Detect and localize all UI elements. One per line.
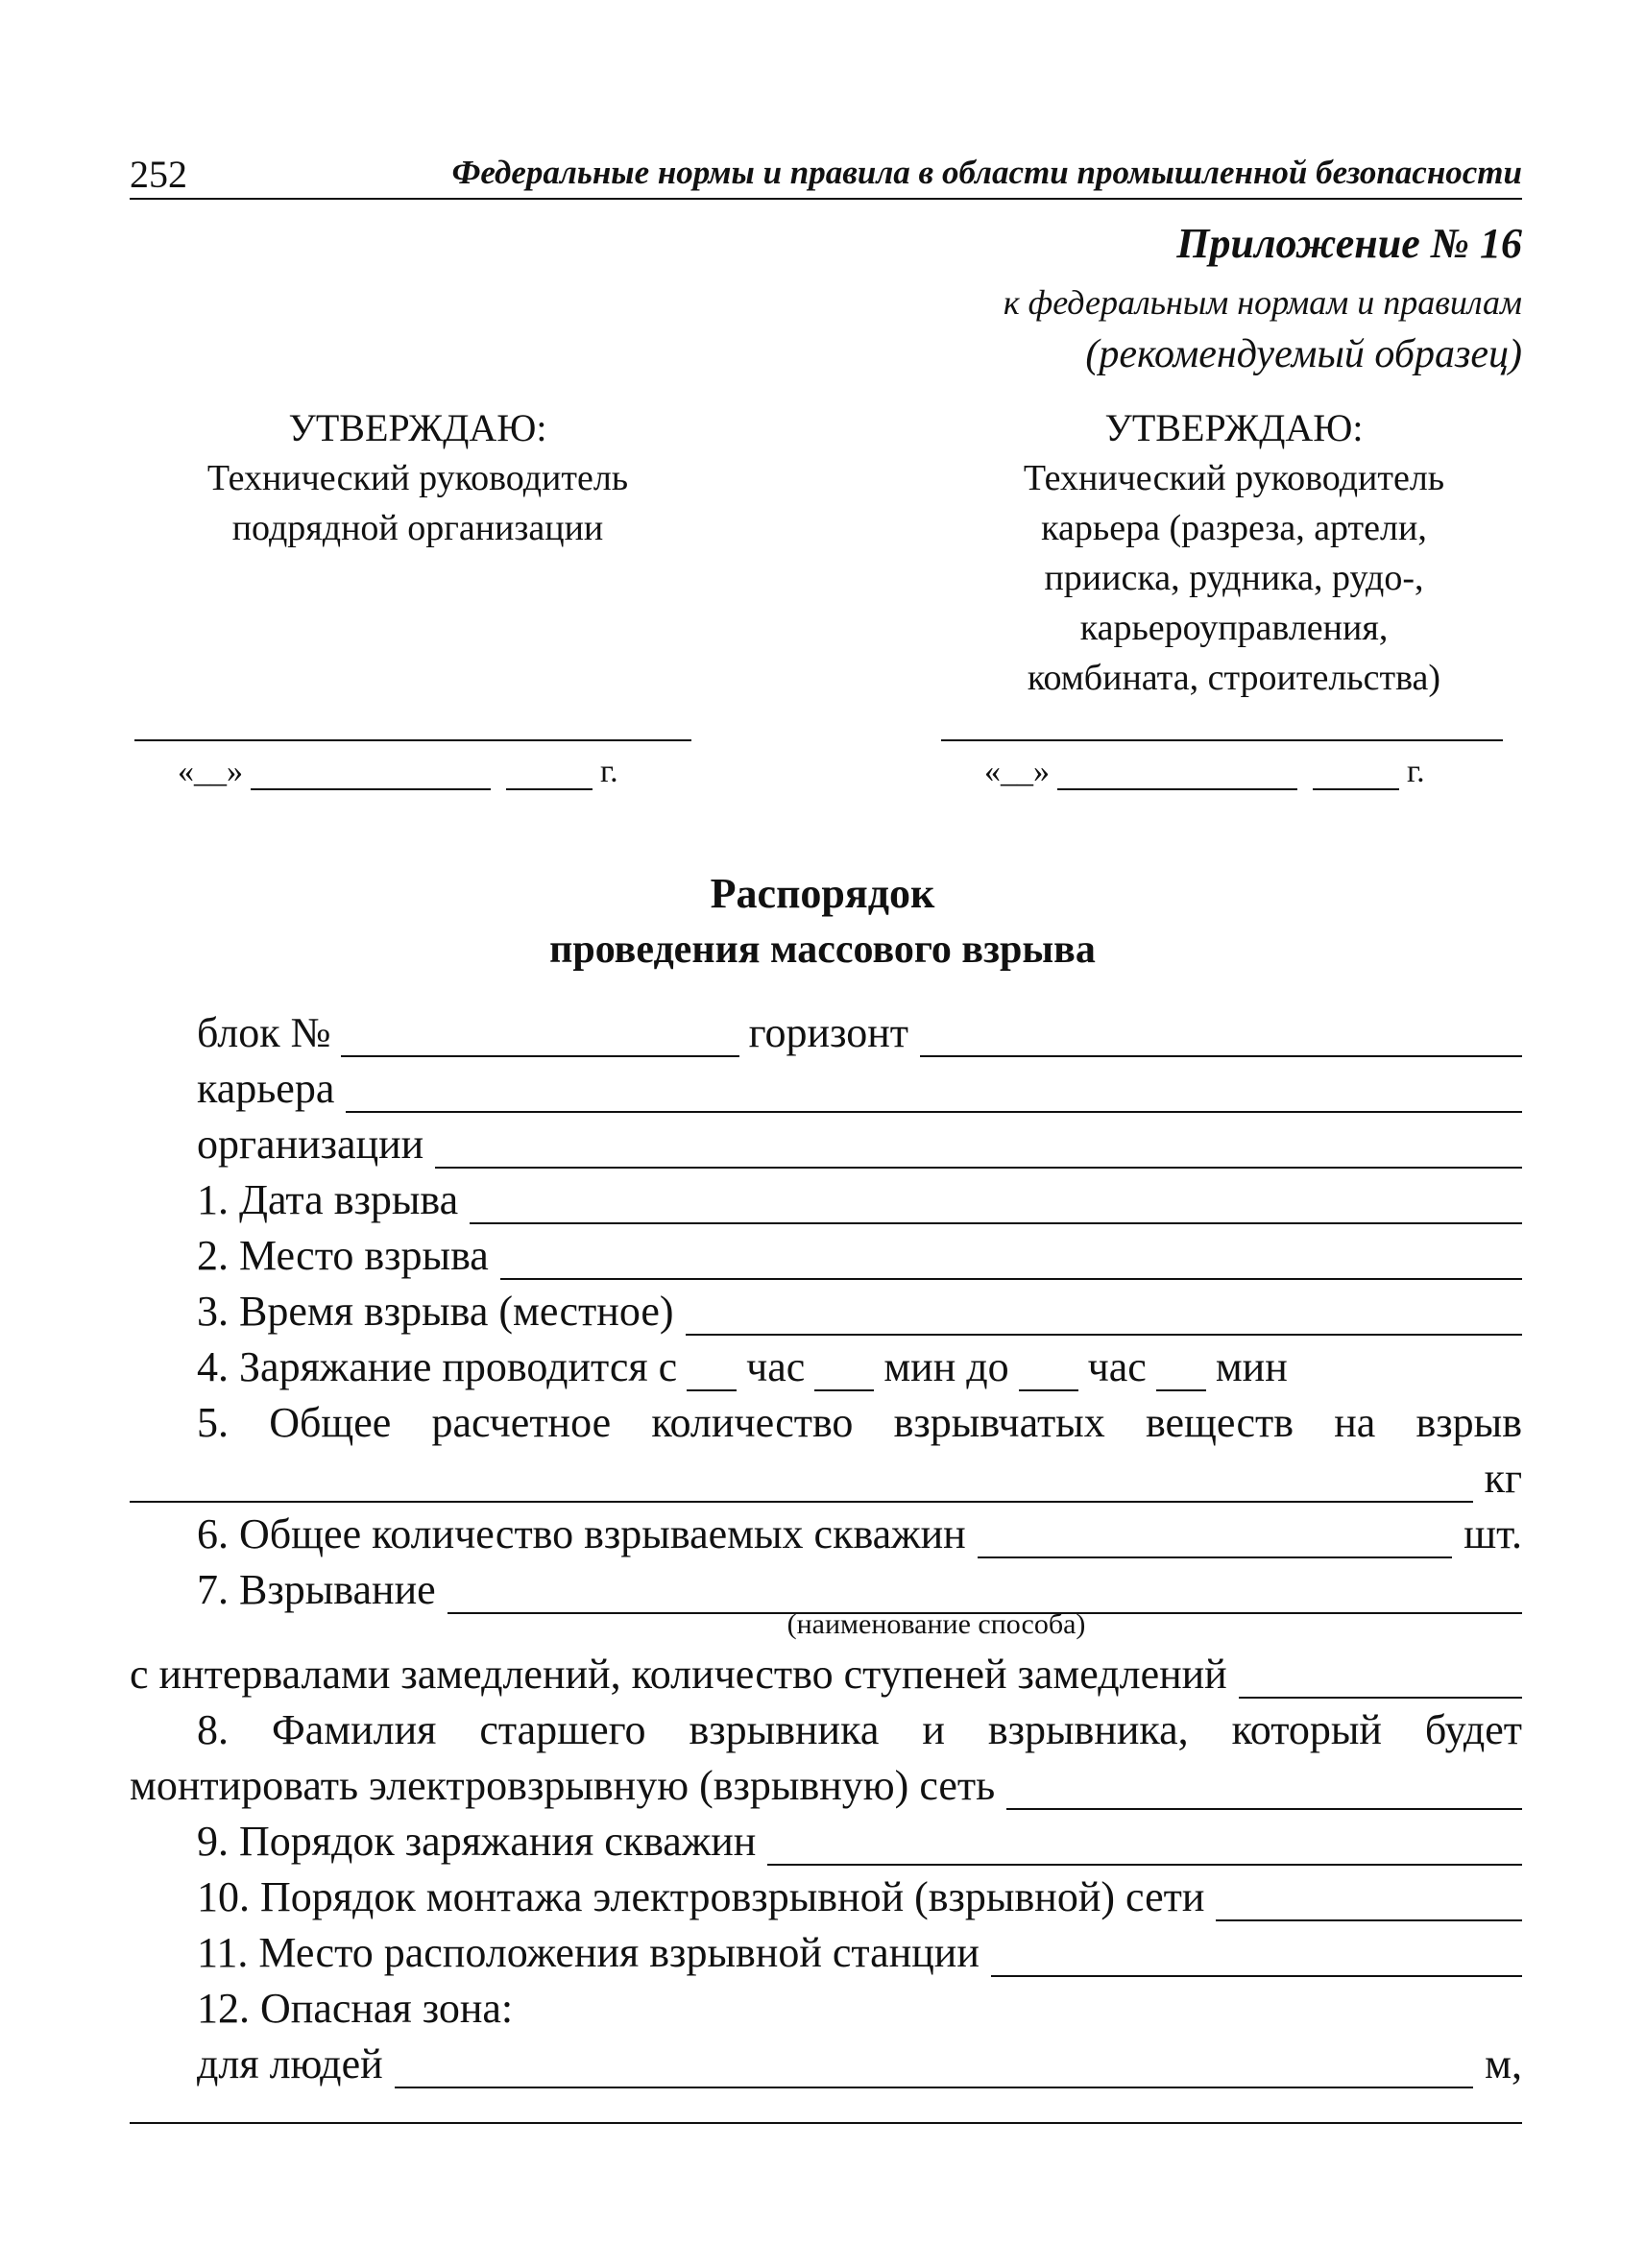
page-number: 252 [130, 153, 187, 196]
item7-cont-label: с интервалами замедлений, количество ступеней замедлений [130, 1651, 1227, 1698]
approval-left [149, 403, 687, 553]
people-unit: м, [1485, 2040, 1522, 2087]
document-subtitle: проведения массового взрыва [549, 928, 1096, 972]
item2-label: 2. Место взрыва [197, 1232, 489, 1279]
row-item7-cont [130, 1645, 1522, 1699]
row-item8-cont [130, 1756, 1522, 1810]
item1-label: 1. Дата взрыва [197, 1176, 459, 1223]
row-item3 [197, 1282, 1522, 1336]
item4-hour2-input[interactable] [1019, 1351, 1078, 1391]
item4-min1-input[interactable] [814, 1351, 874, 1391]
item9-label: 9. Порядок заряжания скважин [197, 1818, 757, 1865]
signature-line-left[interactable] [134, 739, 691, 741]
item4-hour2-label: час [1087, 1343, 1147, 1390]
organization-label: организации [197, 1121, 424, 1168]
date-line-left [178, 754, 618, 790]
appendix-subtitle: к федеральным нормам и правилам [1003, 283, 1522, 322]
date-year-blank[interactable] [506, 760, 593, 790]
item5-label: 5. Общее расчетное количество взрывчатых веществ на взрыв [197, 1399, 1522, 1446]
date-line-right [984, 754, 1425, 790]
row-item10 [197, 1868, 1522, 1921]
people-input[interactable] [395, 2048, 1474, 2088]
item11-label: 11. Место расположения взрывной станции [197, 1929, 980, 1976]
approval-line: комбината, строительства) [1027, 658, 1441, 698]
item4-hour1-input[interactable] [687, 1351, 737, 1391]
horizon-input[interactable] [920, 1017, 1522, 1057]
year-suffix: г. [600, 754, 618, 789]
row-item11 [197, 1923, 1522, 1977]
approval-line: карьероуправления, [1079, 608, 1389, 648]
row-item1 [197, 1170, 1522, 1224]
approval-line: Технический руководитель [206, 458, 629, 498]
item10-input[interactable] [1216, 1881, 1522, 1921]
date-day[interactable]: «__» [984, 754, 1050, 789]
approval-line: карьера (разреза, артели, [1041, 508, 1427, 548]
row-item9 [197, 1812, 1522, 1866]
item8-input[interactable] [1006, 1770, 1522, 1810]
delay-steps-input[interactable] [1239, 1658, 1522, 1699]
item4-label: 4. Заряжание проводится с [197, 1343, 678, 1390]
approval-line: прииска, рудника, рудо-, [1044, 558, 1424, 598]
date-month-blank[interactable] [251, 760, 491, 790]
row-quarry [197, 1059, 1522, 1113]
item12-label: 12. Опасная зона: [197, 1985, 514, 2032]
approval-heading: УТВЕРЖДАЮ: [288, 406, 547, 449]
running-title: Федеральные нормы и правила в области промышленной безопасности [451, 154, 1522, 191]
row-block [197, 1003, 1522, 1057]
row-item5-cont [130, 1449, 1522, 1503]
row-item7 [197, 1560, 1522, 1614]
block-input[interactable] [341, 1017, 739, 1057]
row-item4 [197, 1338, 1522, 1391]
item7-label: 7. Взрывание [197, 1566, 436, 1613]
item2-input[interactable] [500, 1240, 1522, 1280]
item4-min2-input[interactable] [1156, 1351, 1206, 1391]
item6-input[interactable] [978, 1518, 1453, 1558]
item9-input[interactable] [767, 1825, 1522, 1866]
row-item6 [197, 1505, 1522, 1558]
people-label: для людей [197, 2040, 383, 2087]
item4-min2-label: мин [1215, 1343, 1288, 1390]
item8-label: 8. Фамилия старшего взрывника и взрывника, который будет [197, 1706, 1522, 1753]
running-header [130, 144, 1522, 200]
item8-cont-label: монтировать электровзрывную (взрывную) сеть [130, 1762, 996, 1809]
row-item2 [197, 1226, 1522, 1280]
item10-label: 10. Порядок монтажа электровзрывной (взрывной) сети [197, 1873, 1205, 1920]
item4-hour1-label: час [746, 1343, 806, 1390]
item6-unit: шт. [1464, 1510, 1522, 1557]
item3-label: 3. Время взрыва (местное) [197, 1288, 674, 1335]
quarry-input[interactable] [346, 1073, 1522, 1113]
item3-input[interactable] [686, 1295, 1522, 1336]
date-year-blank[interactable] [1313, 760, 1399, 790]
row-organization [197, 1115, 1522, 1169]
date-day[interactable]: «__» [178, 754, 243, 789]
quarry-label: карьера [197, 1065, 335, 1112]
signature-line-right[interactable] [941, 739, 1503, 741]
approval-heading: УТВЕРЖДАЮ: [1104, 406, 1364, 449]
row-item8 [197, 1701, 1522, 1754]
organization-input[interactable] [435, 1128, 1522, 1169]
date-month-blank[interactable] [1057, 760, 1297, 790]
year-suffix: г. [1407, 754, 1425, 789]
item1-input[interactable] [470, 1184, 1522, 1224]
row-people [197, 2035, 1522, 2088]
block-label: блок № [197, 1009, 331, 1056]
continuation-line[interactable] [130, 2122, 1522, 2124]
document-title: Распорядок [710, 870, 935, 917]
item5-unit: кг [1484, 1455, 1522, 1502]
appendix-title: Приложение № 16 [1176, 220, 1522, 267]
appendix-note: (рекомендуемый образец) [1085, 332, 1522, 376]
row-item5 [197, 1393, 1522, 1447]
approval-line: Технический руководитель [1023, 458, 1445, 498]
horizon-label: горизонт [748, 1009, 909, 1056]
approval-right [946, 403, 1522, 703]
item6-label: 6. Общее количество взрываемых скважин [197, 1510, 966, 1557]
item11-input[interactable] [991, 1937, 1522, 1977]
item5-input[interactable] [130, 1462, 1473, 1503]
item4-min-to-label: мин до [883, 1343, 1009, 1390]
item7-caption: (наименование способа) [786, 1608, 1086, 1640]
row-item12 [197, 1979, 1522, 2033]
approval-line: подрядной организации [231, 508, 604, 548]
